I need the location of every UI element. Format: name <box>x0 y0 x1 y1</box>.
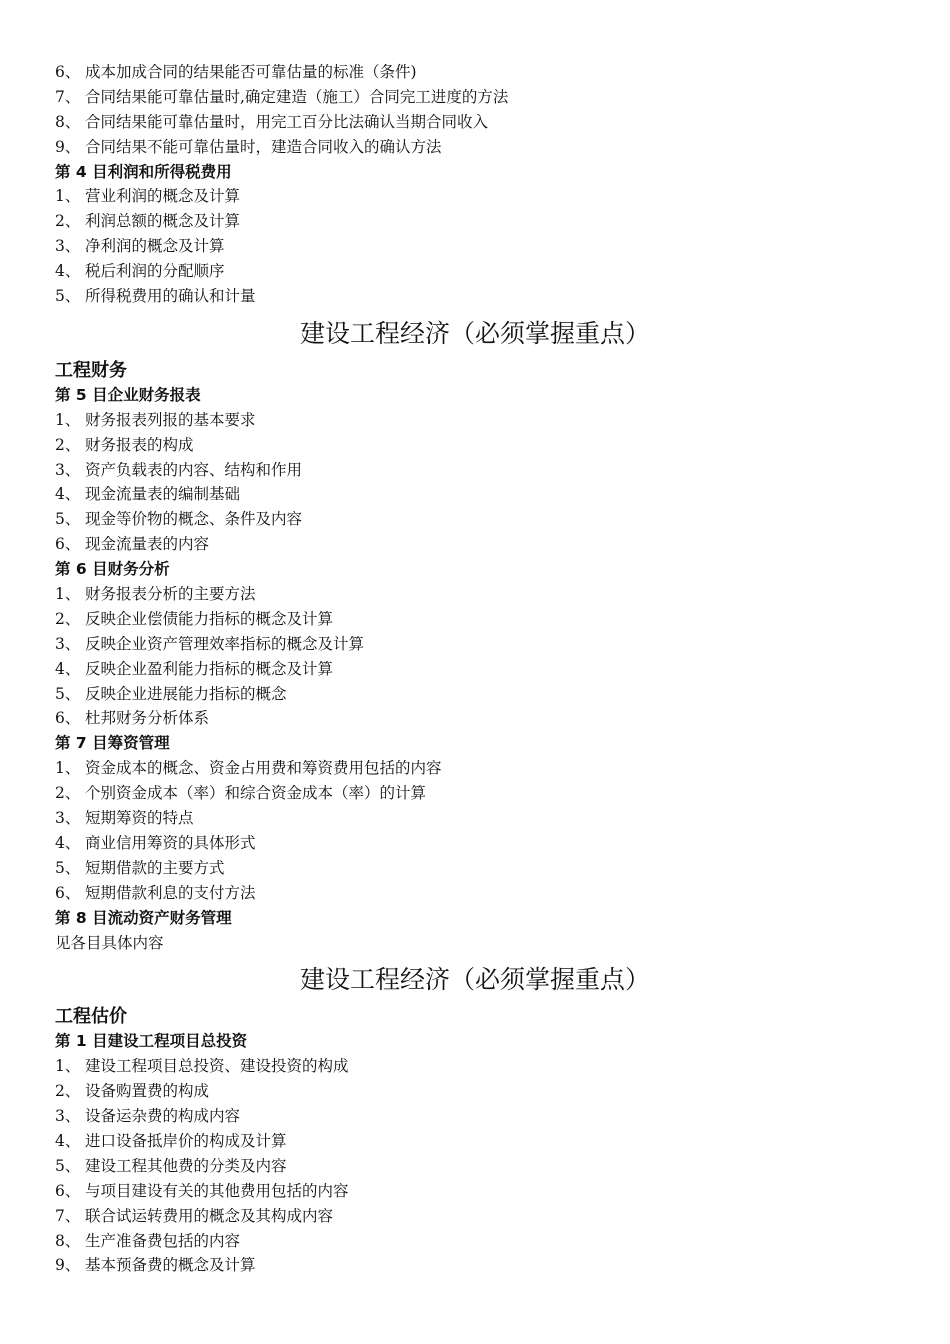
item-list-sub5 <box>55 408 895 557</box>
item-text: 合同结果能可靠估量时,确定建造（施工）合同完工进度的方法 <box>85 87 509 106</box>
item-text: 商业信用筹资的具体形式 <box>85 833 256 852</box>
list-item <box>55 582 895 607</box>
page-title: 建设工程经济（必须掌握重点） <box>299 318 650 348</box>
section-heading-finance: 工程财务 <box>55 359 127 381</box>
item-text: 净利润的概念及计算 <box>85 237 225 256</box>
list-item <box>55 532 895 557</box>
item-text: 合同结果能可靠估量时，用完工百分比法确认当期合同收入 <box>85 112 489 131</box>
item-text: 反映企业进展能力指标的概念 <box>85 684 287 703</box>
item-number: 3、 <box>55 1107 81 1126</box>
item-number: 2、 <box>55 212 81 231</box>
item-number: 3、 <box>55 460 81 479</box>
item-list-sub6 <box>55 582 895 731</box>
item-text: 设备购置费的构成 <box>85 1082 210 1101</box>
list-item <box>55 433 895 458</box>
item-number: 6、 <box>55 535 81 554</box>
item-text: 设备运杂费的构成内容 <box>85 1107 241 1126</box>
list-item <box>55 110 895 135</box>
item-text: 财务报表列报的基本要求 <box>85 410 256 429</box>
subheading-7: 第 7 目筹资管理 <box>55 734 170 753</box>
item-number: 2、 <box>55 1082 81 1101</box>
subheading-6: 第 6 目财务分析 <box>55 560 170 579</box>
item-text: 现金流量表的内容 <box>85 535 210 554</box>
item-number: 1、 <box>55 585 81 604</box>
item-list-sub4 <box>55 184 895 308</box>
list-item <box>55 1229 895 1254</box>
item-text: 短期筹资的特点 <box>85 809 194 828</box>
body-text: 见各目具体内容 <box>55 933 164 952</box>
item-text: 财务报表分析的主要方法 <box>85 585 256 604</box>
item-text: 资产负载表的内容、结构和作用 <box>85 460 303 479</box>
list-item <box>55 85 895 110</box>
item-number: 4、 <box>55 833 81 852</box>
item-number: 4、 <box>55 659 81 678</box>
item-number: 7、 <box>55 87 81 106</box>
item-text: 短期借款的主要方式 <box>85 858 225 877</box>
item-text: 个别资金成本（率）和综合资金成本（率）的计算 <box>85 784 427 803</box>
list-item <box>55 682 895 707</box>
subheading-8: 第 8 目流动资产财务管理 <box>55 908 232 927</box>
item-number: 1、 <box>55 1057 81 1076</box>
subheading-4: 第 4 目利润和所得税费用 <box>55 162 232 181</box>
item-text: 进口设备抵岸价的构成及计算 <box>85 1131 287 1150</box>
item-text: 生产准备费包括的内容 <box>85 1231 241 1250</box>
item-number: 2、 <box>55 609 81 628</box>
list-item <box>55 856 895 881</box>
item-text: 税后利润的分配顺序 <box>85 262 225 281</box>
item-number: 5、 <box>55 1156 81 1175</box>
item-number: 8、 <box>55 112 81 131</box>
item-list-sub1 <box>55 1054 895 1278</box>
item-text: 反映企业偿债能力指标的概念及计算 <box>85 609 334 628</box>
item-number: 1、 <box>55 759 81 778</box>
list-item <box>55 482 895 507</box>
subheading-1: 第 1 目建设工程项目总投资 <box>55 1032 248 1051</box>
item-number: 6、 <box>55 709 81 728</box>
list-item <box>55 209 895 234</box>
list-item <box>55 408 895 433</box>
list-item <box>55 284 895 309</box>
list-item <box>55 184 895 209</box>
item-list-block1 <box>55 60 895 160</box>
list-item <box>55 831 895 856</box>
list-item <box>55 234 895 259</box>
list-item <box>55 1204 895 1229</box>
list-item <box>55 632 895 657</box>
list-item <box>55 1179 895 1204</box>
item-number: 6、 <box>55 1181 81 1200</box>
item-number: 8、 <box>55 1231 81 1250</box>
list-item <box>55 1104 895 1129</box>
item-text: 现金等价物的概念、条件及内容 <box>85 510 303 529</box>
item-text: 短期借款利息的支付方法 <box>85 883 256 902</box>
item-text: 所得税费用的确认和计量 <box>85 287 256 306</box>
item-text: 合同结果不能可靠估量时，建造合同收入的确认方法 <box>85 137 442 156</box>
list-item <box>55 60 895 85</box>
item-text: 营业利润的概念及计算 <box>85 187 241 206</box>
item-number: 3、 <box>55 237 81 256</box>
item-text: 资金成本的概念、资金占用费和筹资费用包括的内容 <box>85 759 442 778</box>
item-text: 与项目建设有关的其他费用包括的内容 <box>85 1181 349 1200</box>
item-number: 4、 <box>55 262 81 281</box>
item-number: 1、 <box>55 410 81 429</box>
list-item <box>55 806 895 831</box>
item-number: 7、 <box>55 1206 81 1225</box>
item-text: 联合试运转费用的概念及其构成内容 <box>85 1206 334 1225</box>
item-number: 2、 <box>55 435 81 454</box>
item-number: 2、 <box>55 784 81 803</box>
item-number: 6、 <box>55 883 81 902</box>
list-item <box>55 507 895 532</box>
item-number: 3、 <box>55 634 81 653</box>
list-item <box>55 706 895 731</box>
item-number: 6、 <box>55 63 81 81</box>
list-item <box>55 781 895 806</box>
item-text: 建设工程其他费的分类及内容 <box>85 1156 287 1175</box>
item-text: 杜邦财务分析体系 <box>85 709 210 728</box>
item-text: 基本预备费的概念及计算 <box>85 1256 256 1275</box>
list-item <box>55 881 895 906</box>
item-number: 5、 <box>55 510 81 529</box>
page-title: 建设工程经济（必须掌握重点） <box>299 965 650 995</box>
list-item <box>55 1054 895 1079</box>
item-number: 9、 <box>55 137 81 156</box>
document-page <box>55 60 895 1278</box>
item-text: 现金流量表的编制基础 <box>85 485 241 504</box>
subheading-5: 第 5 目企业财务报表 <box>55 385 201 404</box>
item-text: 财务报表的构成 <box>85 435 194 454</box>
item-text: 反映企业盈利能力指标的概念及计算 <box>85 659 334 678</box>
item-number: 4、 <box>55 485 81 504</box>
list-item <box>55 1154 895 1179</box>
section-heading-estimation: 工程估价 <box>55 1006 127 1028</box>
item-text: 建设工程项目总投资、建设投资的构成 <box>85 1057 349 1076</box>
item-number: 4、 <box>55 1131 81 1150</box>
item-number: 3、 <box>55 809 81 828</box>
list-item <box>55 1253 895 1278</box>
item-text: 利润总额的概念及计算 <box>85 212 241 231</box>
item-list-sub7 <box>55 756 895 905</box>
list-item <box>55 1129 895 1154</box>
list-item <box>55 458 895 483</box>
item-number: 9、 <box>55 1256 81 1275</box>
item-text: 成本加成合同的结果能否可靠估量的标准（条件) <box>85 63 417 81</box>
item-number: 5、 <box>55 287 81 306</box>
list-item <box>55 607 895 632</box>
item-text: 反映企业资产管理效率指标的概念及计算 <box>85 634 365 653</box>
list-item <box>55 657 895 682</box>
item-number: 1、 <box>55 187 81 206</box>
list-item <box>55 135 895 160</box>
item-number: 5、 <box>55 684 81 703</box>
list-item <box>55 259 895 284</box>
item-number: 5、 <box>55 858 81 877</box>
list-item <box>55 1079 895 1104</box>
list-item <box>55 756 895 781</box>
